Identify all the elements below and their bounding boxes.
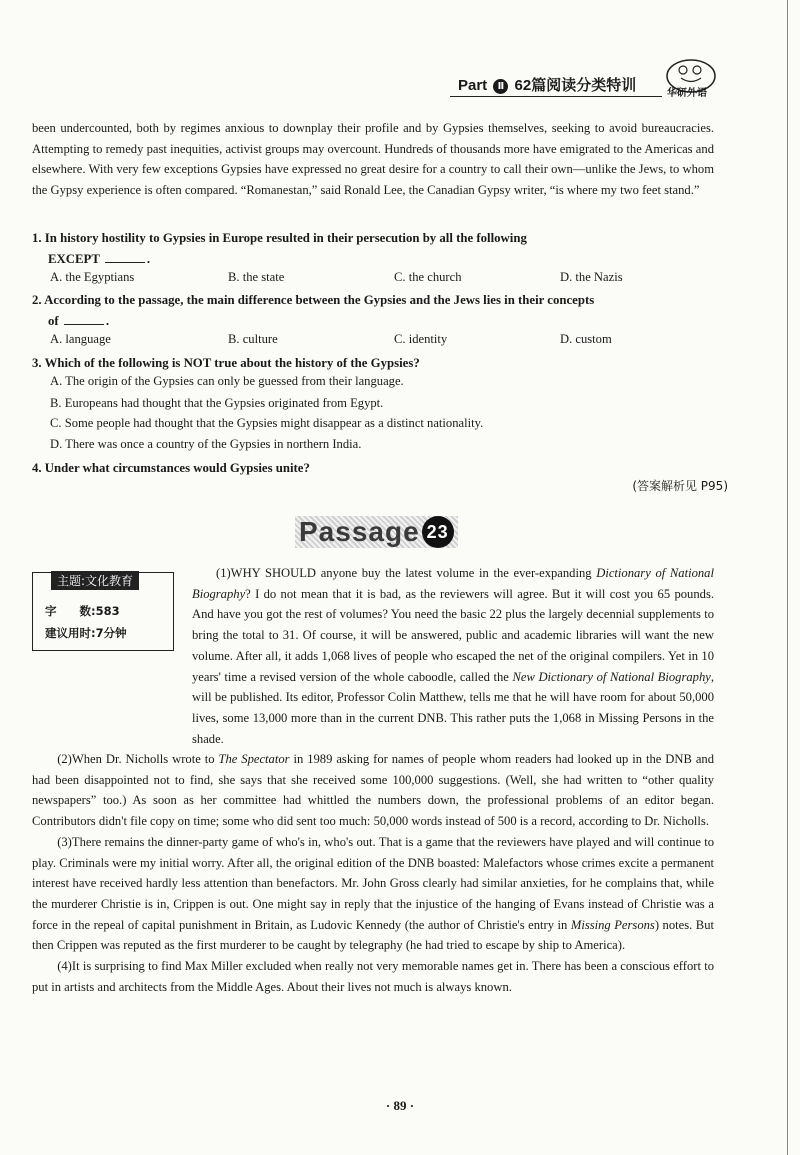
passage-body bbox=[32, 563, 714, 749]
page-edge-line bbox=[787, 0, 788, 1155]
intro-text: been undercounted, both by regimes anxious to downplay their profile and by Gypsies themselves, seeking to avoid bureaucracies. Attempting to remedy past inequities, activist groups may overcount. Hundreds of thousands more have emigrated to the Americas and elsewhere. With very few exceptions Gypsies have expressed no great desire for a country to call their own—unlike the Jews, to whom the Gypsy experience is often compared. “Romanestan,” said Ronald Lee, the Canadian Gypsy writer, “is where my two feet stand.” bbox=[32, 121, 714, 198]
p1-title-2: New Dictionary of National Biography bbox=[512, 669, 711, 684]
p1-text-c: , will be published. Its editor, Professor Colin Matthew, tells me that he will have room for about 50,000 lives, some 13,000 more than in the current DNB. This rather puts the 1,068 in Missing Persons in the shade. bbox=[192, 669, 714, 746]
question-1 bbox=[32, 228, 714, 270]
option-d: D. There was once a country of the Gypsies in northern India. bbox=[50, 437, 362, 451]
passage-body-cont bbox=[32, 749, 714, 997]
passage-number-badge: 23 bbox=[422, 516, 454, 548]
p2-text-a: (2)When Dr. Nicholls wrote to bbox=[57, 752, 219, 766]
option-a: A. The origin of the Gypsies can only be guessed from their language. bbox=[50, 374, 404, 388]
passage-heading bbox=[295, 516, 458, 548]
question-2-stem: 2. According to the passage, the main difference between the Gypsies and the Jews lies in their concepts bbox=[32, 293, 595, 307]
option-c: C. the church bbox=[394, 270, 462, 284]
p1-text-b: ? I do not mean that it is bad, as the reviewers will agree. But it will cost you 65 pounds. And have you got the rest of volumes? You need the basic 22 plus the largely decennial supplements to bring the total to 31. Of course, it will be answered, public and academic libraries will want the new volume. After all, it adds 1,068 lives of people who escaped the net of the original compilers. Yet in 10 years' time a revised version of the whole caboodle, called the bbox=[192, 586, 714, 684]
question-4 bbox=[32, 458, 714, 479]
header-part: Part bbox=[458, 77, 488, 94]
question-4-stem: 4. Under what circumstances would Gypsies unite? bbox=[32, 461, 310, 475]
p2-title: The Spectator bbox=[218, 752, 290, 766]
suggested-time-label: 建议用时: bbox=[45, 626, 96, 640]
word-count-value: 583 bbox=[95, 604, 120, 618]
intro-paragraph bbox=[32, 118, 714, 201]
page-number: · 89 · bbox=[385, 1098, 415, 1113]
p1-text-a: (1)WHY SHOULD anyone buy the latest volume in the ever-expanding bbox=[216, 566, 597, 580]
option-a: A. language bbox=[50, 332, 111, 346]
passage-label: Passage bbox=[299, 516, 420, 547]
answer-blank bbox=[105, 252, 145, 263]
option-c: C. identity bbox=[394, 332, 448, 346]
option-d: D. the Nazis bbox=[560, 270, 623, 284]
question-3 bbox=[32, 353, 714, 374]
question-2-stem-cont bbox=[32, 311, 714, 332]
p1-title-1: Dictionary of National Biography bbox=[192, 566, 714, 601]
paragraph-3 bbox=[32, 832, 714, 956]
question-1-stem-end: . bbox=[146, 252, 151, 266]
option-b: B. the state bbox=[228, 270, 285, 284]
answer-blank bbox=[64, 314, 104, 325]
question-2 bbox=[32, 290, 714, 332]
option-b: B. Europeans had thought that the Gypsies originated from Egypt. bbox=[50, 396, 384, 410]
logo-text: 华研外语 bbox=[667, 88, 707, 99]
option-d: D. custom bbox=[560, 332, 612, 346]
option-b: B. culture bbox=[228, 332, 278, 346]
publisher-logo bbox=[663, 58, 719, 102]
header-title bbox=[458, 74, 636, 95]
paragraph-2 bbox=[32, 749, 714, 832]
option-c: C. Some people had thought that the Gypsies might disappear as a distinct nationality. bbox=[50, 416, 484, 430]
paragraph-4: (4)It is surprising to find Max Miller excluded when really not very memorable names get in. There has been a conscious effort to put in artists and architects from the Middle Ages. About their lives not much is always known. bbox=[32, 959, 714, 994]
question-2-stem-b: of bbox=[48, 314, 59, 328]
question-1-options bbox=[50, 270, 710, 290]
question-1-stem-cont bbox=[32, 249, 714, 270]
question-1-stem-b: EXCEPT bbox=[48, 252, 100, 266]
option-a: A. the Egyptians bbox=[50, 270, 135, 284]
part-number-badge: Ⅱ bbox=[493, 79, 508, 94]
topic-label: 主题:文化教育 bbox=[51, 571, 139, 590]
paragraph-1 bbox=[192, 563, 714, 749]
question-3-stem: 3. Which of the following is NOT true about the history of the Gypsies? bbox=[32, 356, 420, 370]
header-title-text: 62篇阅读分类特训 bbox=[514, 77, 637, 94]
answer-reference: (答案解析见 P95) bbox=[632, 479, 728, 493]
word-count-label: 字 数: bbox=[45, 604, 96, 618]
p2-text-b: in 1989 asking for names of people whom readers had looked up in the DNB and had been disappointed not to find, she says that she received some 100,000 suggestions. (Well, she had written to “other quality newspapers” too.) As soon as her committee had whittled the numbers down, the professional problems of an editor began. Contributors didn't file copy on time; some who did sent too much: 50,000 words instead of 500 is a record, according to Dr. Nicholls. bbox=[32, 752, 714, 829]
question-2-options bbox=[50, 332, 710, 352]
p3-title: Missing Persons bbox=[570, 917, 655, 932]
p3-text-a: (3)There remains the dinner-party game of who's in, who's out. That is a game that the reviewers have played and will continue to play. Criminals were my initial worry. After all, the original edition of the DNB boasted: Malefactors whose crimes excite a permanent interest have received hardly less attention than benefactors. Mr. John Gross clearly had similar anxieties, for he complains that, while the murderer Christie is in, Crippen is out. One might say in reply that the injustice of the hanging of Evans instead of Christie was a force in the repeal of capital punishment in Britain, as Ludovic Kennedy (the author of Christie's entry in bbox=[32, 834, 714, 932]
question-2-stem-end: . bbox=[105, 314, 110, 328]
p3-text-b: ) notes. But then Crippen was reputed as the first murderer to be caught by telegraphy (he had tried to escape by ship to America). bbox=[32, 917, 714, 953]
question-1-stem: 1. In history hostility to Gypsies in Europe resulted in their persecution by all the following bbox=[32, 231, 527, 245]
suggested-time-value: 7分钟 bbox=[95, 626, 127, 640]
header-rule bbox=[450, 96, 662, 97]
